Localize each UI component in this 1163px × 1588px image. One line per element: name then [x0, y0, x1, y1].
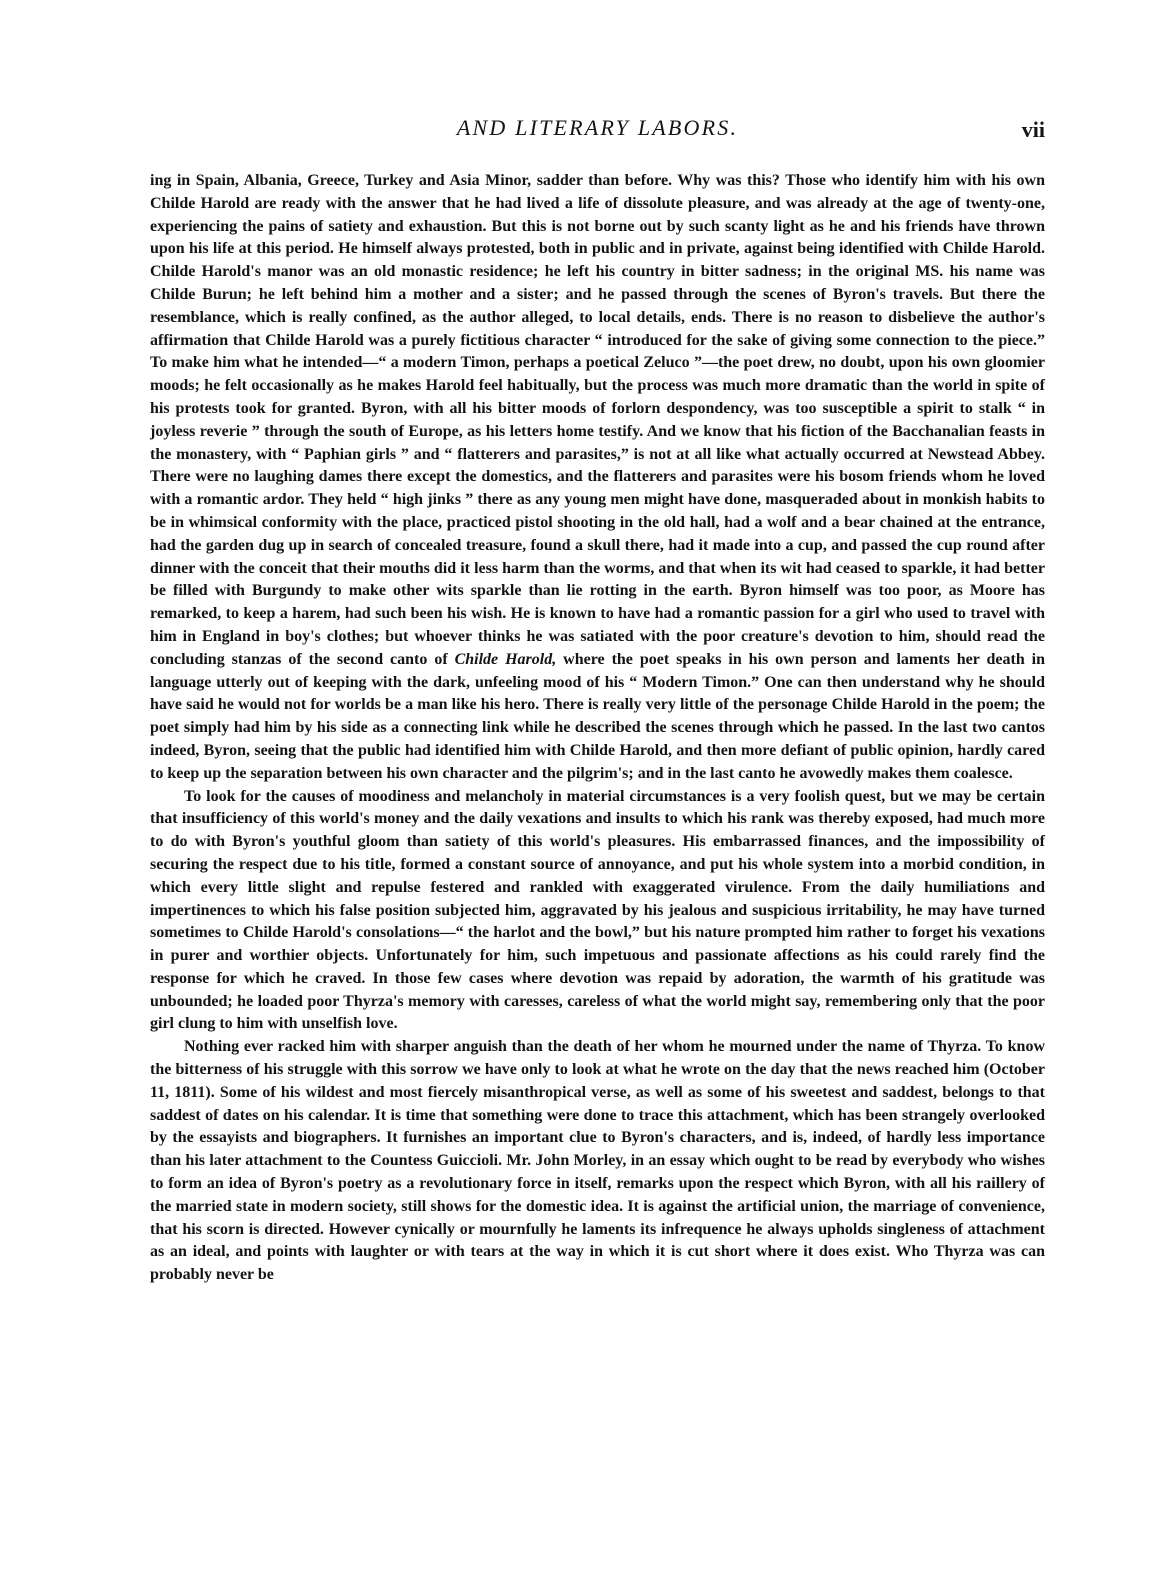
paragraph-2: [150, 786, 1045, 1037]
paragraph-1: [150, 170, 1045, 786]
body-text: [150, 170, 1045, 1287]
page-number: vii: [1021, 117, 1045, 142]
running-head: [150, 113, 1045, 149]
italic-title-childe-harold: Childe Harold,: [454, 650, 557, 668]
paragraph-1-text: ing in Spain, Albania, Greece, Turkey and Asia Minor, sadder than before. Why was this? Those who identify him with his own Childe Harold are ready with the answer that he had lived a life of dissolute pleasure, and was already at the age of twenty-one, experiencing the pains of satiety and exhaustion. But this is not borne out by such scanty light as he and his friends have thrown upon his life at this period. He himself always protested, both in public and in private, against being identified with Childe Harold. Childe Harold's manor was an old monastic residence; he left his country in bitter sadness; in the original MS. his name was Childe Burun; he left behind him a mother and a sister; and he passed through the scenes of Byron's travels. But there the resemblance, which is really confined, as the author alleged, to local details, ends. There is no reason to disbelieve the author's affirmation that Childe Harold was a purely fictitious character “ introduced for the sake of giving some connection to the piece.” To make him what he intended—“ a modern Timon, perhaps a poetical Zeluco ”—the poet drew, no doubt, upon his own gloomier moods; he felt occasionally as he makes Harold feel habitually, but the process was much more dramatic than the world in spite of his protests took for granted. Byron, with all his bitter moods of forlorn despondency, was too susceptible a spirit to stalk “ in joyless reverie ” through the south of Europe, as his letters home testify. And we know that his fiction of the Bacchanalian feasts in the monastery, with “ Paphian girls ” and “ flatterers and parasites,” is not at all like what actually occurred at Newstead Abbey. There were no laughing dames there except the domestics, and the flatterers and parasites were his bosom friends whom he loved with a romantic ardor. They held “ high jinks ” there as any young men might have done, masqueraded about in monkish habits to be in whimsical conformity with the place, practiced pistol shooting in the old hall, had a wolf and a bear chained at the entrance, had the garden dug up in search of concealed treasure, found a skull there, had it made into a cup, and passed the cup round after dinner with the conceit that their mouths did it less harm than the worms, and that when its wit had ceased to sparkle, it had better be filled with Burgundy to make other wits sparkle than lie rotting in the earth. Byron himself was too poor, as Moore has remarked, to keep a harem, had such been his wish. He is known to have had a romantic passion for a girl who used to travel with him in England in boy's clothes; but whoever thinks he was satiated with the poor creature's devotion to him, should read the concluding stanzas of the second canto of: [150, 172, 1045, 668]
paragraph-3-text: Nothing ever racked him with sharper anguish than the death of her whom he mourned under the name of Thyrza. To know the bitterness of his struggle with this sorrow we have only to look at what he wrote on the day that the news reached him (October 11, 1811). Some of his wildest and most fiercely misanthropical verse, as well as some of his sweetest and saddest, belongs to that saddest of dates on his calendar. It is time that something were done to trace this attachment, which has been strangely overlooked by the essayists and biographers. It furnishes an important clue to Byron's characters, and is, indeed, of hardly less importance than his later attachment to the Countess Guiccioli. Mr. John Morley, in an essay which ought to be read by everybody who wishes to form an idea of Byron's poetry as a revolutionary force in itself, remarks upon the respect which Byron, with all his raillery of the married state in modern society, still shows for the domestic idea. It is against the artificial union, the marriage of convenience, that his scorn is directed. However cynically or mournfully he laments its infrequence he always upholds singleness of attachment as an ideal, and points with laughter or with tears at the way in which it is cut short where it does exist. Who Thyrza was can probably never be: [150, 1038, 1045, 1284]
paragraph-3: [150, 1036, 1045, 1287]
running-head-title: AND LITERARY LABORS.: [456, 115, 739, 140]
paragraph-1-text-continued: where the poet speaks in his own person and laments her death in language utterly out of keeping with the dark, unfeeling mood of his “ Modern Timon.” One can then understand why he should have said he would not for worlds be a man like his hero. There is really very little of the personage Childe Harold in the poem; the poet simply had him by his side as a connecting link while he described the scenes through which he passed. In the last two cantos indeed, Byron, seeing that the public had identified him with Childe Harold, and then more defiant of public opinion, hardly cared to keep up the separation between his own character and the pilgrim's; and in the last canto he avowedly makes them coalesce.: [150, 650, 1046, 782]
paragraph-2-text: To look for the causes of moodiness and melancholy in material circumstances is a very foolish quest, but we may be certain that insufficiency of this world's money and the daily vexations and insults to which his rank was thereby exposed, had much more to do with Byron's youthful gloom than satiety of this world's pleasures. His embarrassed finances, and the impossibility of securing the respect due to his title, formed a constant source of annoyance, and put his whole system into a morbid condition, in which every little slight and repulse festered and rankled with exaggerated virulence. From the daily humiliations and impertinences to which his false position subjected him, aggravated by his jealous and suspicious irritability, he may have turned sometimes to Childe Harold's consolations—“ the harlot and the bowl,” but his nature prompted him rather to forget his vexations in purer and worthier objects. Unfortunately for him, such impetuous and passionate affections as his could rarely find the response for which he craved. In those few cases where devotion was repaid by adoration, the warmth of his gratitude was unbounded; he loaded poor Thyrza's memory with caresses, careless of what the world might say, remembering only that the poor girl clung to him with unselfish love.: [150, 787, 1045, 1033]
